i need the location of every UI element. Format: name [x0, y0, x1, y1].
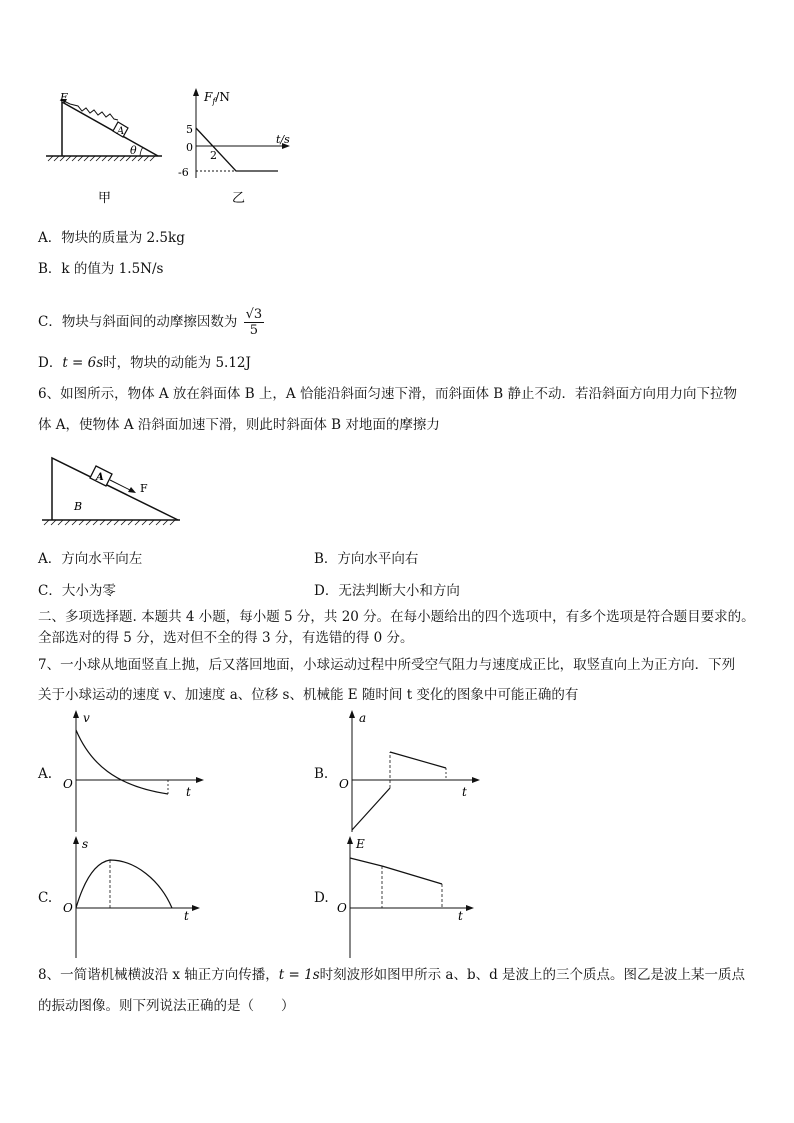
incline-spring-figure [40, 84, 170, 210]
fraction-denominator: 5 [249, 323, 259, 338]
q7-stem-line2: 关于小球运动的速度 v、加速度 a、位移 s、机械能 E 随时间 t 变化的图象中可能正确的有 [38, 687, 579, 703]
origin-label: O [339, 777, 349, 791]
theta-label: θ [130, 144, 137, 157]
force-f-label: F [140, 482, 148, 495]
a-axis-label: a [359, 711, 367, 725]
t-axis-label: t [186, 785, 191, 799]
acceleration-time-graph [336, 708, 486, 836]
t-axis-label: t [184, 909, 189, 923]
q6-stem-line1: 6、如图所示，物体 A 放在斜面体 B 上，A 恰能沿斜面匀速下滑，而斜面体 B 静止不动．若沿斜面方向用力向下拉物 [38, 386, 737, 402]
force-f-label: F [60, 91, 68, 104]
tick-neg6: -6 [178, 166, 189, 179]
friction-time-graph [176, 84, 296, 210]
velocity-time-graph [60, 708, 210, 836]
caption-yi: 乙 [232, 191, 246, 206]
graph-a-option-label: A. [38, 766, 53, 782]
incline-block-figure [38, 452, 188, 528]
q5-option-d-expr: t = 6s [62, 355, 104, 371]
x-axis-label: t/s [276, 133, 290, 146]
wedge-b-label: B [74, 500, 83, 513]
origin-label: O [63, 777, 73, 791]
displacement-time-graph [60, 834, 210, 962]
fraction [244, 307, 265, 338]
v-axis-label: v [83, 711, 90, 725]
graph-d-option-label: D. [314, 890, 329, 906]
block-a-label: A [96, 472, 104, 483]
q8-time-expr: t = 1s [278, 967, 320, 983]
tick-0: 0 [186, 141, 193, 154]
origin-label: O [337, 901, 347, 915]
q8-stem-suffix: 时刻波形如图甲所示 a、b、d 是波上的三个质点。图乙是波上某一质点 [319, 967, 746, 983]
caption-jia: 甲 [98, 191, 112, 206]
tick-2: 2 [210, 149, 217, 162]
tick-5: 5 [186, 123, 193, 136]
q5-option-d-text: 时，物块的动能为 5.12J [103, 355, 251, 371]
q8-stem-line1 [38, 967, 745, 983]
s-axis-label: s [82, 837, 89, 851]
q7-stem-line1: 7、一小球从地面竖直上抛，后又落回地面，小球运动过程中所受空气阻力与速度成正比，取竖直向上为正方向．下列 [38, 657, 736, 673]
q5-option-a: A．物块的质量为 2.5kg [38, 230, 185, 246]
e-axis-label: E [356, 837, 365, 851]
energy-time-graph [334, 834, 484, 962]
t-axis-label: t [462, 785, 467, 799]
section2-header-line2: 全部选对的得 5 分，选对但不全的得 3 分，有选错的得 0 分。 [38, 630, 414, 646]
origin-label: O [63, 901, 73, 915]
block-a-label: A [117, 126, 125, 137]
q8-stem-prefix: 8、一简谐机械横波沿 x 轴正方向传播， [38, 967, 279, 983]
q5-option-c [38, 307, 264, 338]
q6-option-a: A．方向水平向左 [38, 551, 143, 567]
q6-option-b: B．方向水平向右 [314, 551, 419, 567]
graph-c-option-label: C. [38, 890, 53, 906]
q5-option-c-text: C．物块与斜面间的动摩擦因数为 [38, 314, 238, 330]
y-axis-label: $F_f/N$ [204, 90, 230, 106]
fraction-numerator: √3 [245, 307, 263, 322]
t-axis-label: t [458, 909, 463, 923]
section2-header-line1: 二、多项选择题. 本题共 4 小题，每小题 5 分，共 20 分。在每小题给出的四个选项中，有多个选项是符合题目要求的。 [38, 609, 755, 625]
q6-option-c: C．大小为零 [38, 583, 116, 599]
q5-option-d-prefix: D． [38, 355, 63, 371]
q6-option-d: D．无法判断大小和方向 [314, 583, 460, 599]
q5-option-d [38, 355, 251, 371]
graph-b-option-label: B. [314, 766, 329, 782]
q8-stem-line2: 的振动图像。则下列说法正确的是（ ） [38, 998, 295, 1014]
q5-option-b: B．k 的值为 1.5N/s [38, 261, 164, 277]
q6-stem-line2: 体 A，使物体 A 沿斜面加速下滑，则此时斜面体 B 对地面的摩擦力 [38, 417, 440, 433]
